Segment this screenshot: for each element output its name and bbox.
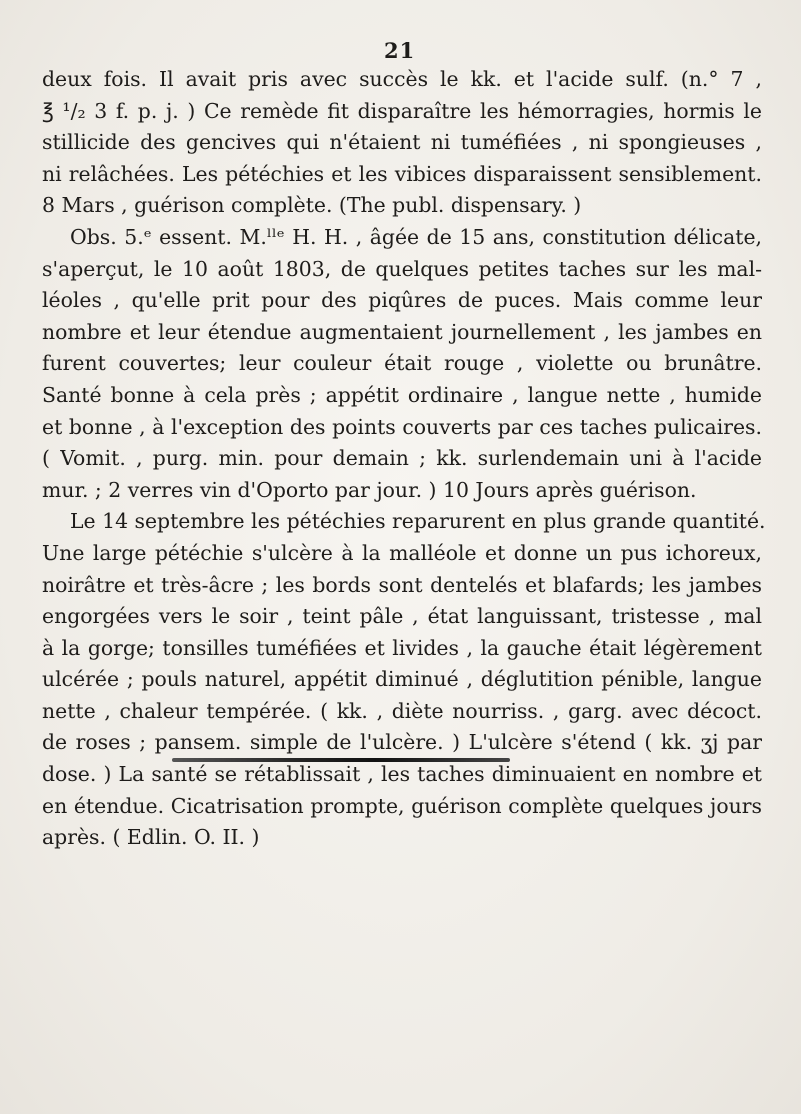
page-number: 21	[384, 38, 416, 63]
text-line: noirâtre et très-âcre ; les bords sont dentelés et blafards; les jambes	[42, 572, 762, 597]
text-line: furent couvertes; leur couleur était rouge , violette ou brunâtre.	[42, 351, 762, 376]
text-line: nombre et leur étendue augmentaient journellement , les jambes en	[42, 319, 762, 344]
text-line: Santé bonne à cela près ; appétit ordinaire , langue nette , humide	[42, 382, 762, 407]
text-line: ℥ ¹/₂ 3 f. p. j. ) Ce remède fit disparaître les hémorragies, hormis le	[42, 98, 762, 123]
text-line: ulcérée ; pouls naturel, appétit diminué , déglutition pénible, langue	[42, 667, 762, 692]
text-line: nette , chaleur tempérée. ( kk. , diète nourriss. , garg. avec décoct.	[42, 698, 762, 723]
text-line: Une large pétéchie s'ulcère à la malléole et donne un pus ichoreux,	[42, 540, 762, 565]
section-divider-rule	[172, 758, 510, 762]
text-line: à la gorge; tonsilles tuméfiées et livides , la gauche était légèrement	[42, 635, 762, 660]
text-line: après. ( Edlin. O. II. )	[42, 825, 260, 850]
text-line: en étendue. Cicatrisation prompte, guérison complète quelques jours	[42, 793, 762, 818]
text-line: dose. ) La santé se rétablissait , les taches diminuaient en nombre et	[42, 762, 762, 787]
text-line: et bonne , à l'exception des points couverts par ces taches pulicaires.	[42, 414, 762, 439]
text-line: léoles , qu'elle prit pour des piqûres de puces. Mais comme leur	[42, 288, 762, 313]
text-line: deux fois. Il avait pris avec succès le kk. et l'acide sulf. (n.° 7 ,	[42, 67, 762, 91]
text-line: engorgées vers le soir , teint pâle , état languissant, tristesse , mal	[42, 604, 762, 629]
body-text	[42, 64, 766, 854]
text-line: ni relâchées. Les pétéchies et les vibices disparaissent sensiblement.	[42, 161, 762, 186]
text-line: stillicide des gencives qui n'étaient ni tuméfiées , ni spongieuses ,	[42, 130, 762, 155]
text-line: Le 14 septembre les pétéchies reparurent en plus grande quantité.	[70, 509, 766, 534]
observation-heading-line: Obs. 5.ᵉ essent. M.ˡˡᵉ H. H. , âgée de 15 ans, constitution délicate,	[70, 224, 762, 249]
text-line: de roses ; pansem. simple de l'ulcère. ) L'ulcère s'étend ( kk. ʒj par	[42, 730, 762, 755]
text-line: ( Vomit. , purg. min. pour demain ; kk. surlendemain uni à l'acide	[42, 446, 762, 471]
text-line: 8 Mars , guérison complète. (The publ. dispensary. )	[42, 193, 582, 218]
text-line: s'aperçut, le 10 août 1803, de quelques petites taches sur les mal-	[42, 256, 762, 281]
text-line: mur. ; 2 verres vin d'Oporto par jour. ) 10 Jours après guérison.	[42, 477, 697, 502]
